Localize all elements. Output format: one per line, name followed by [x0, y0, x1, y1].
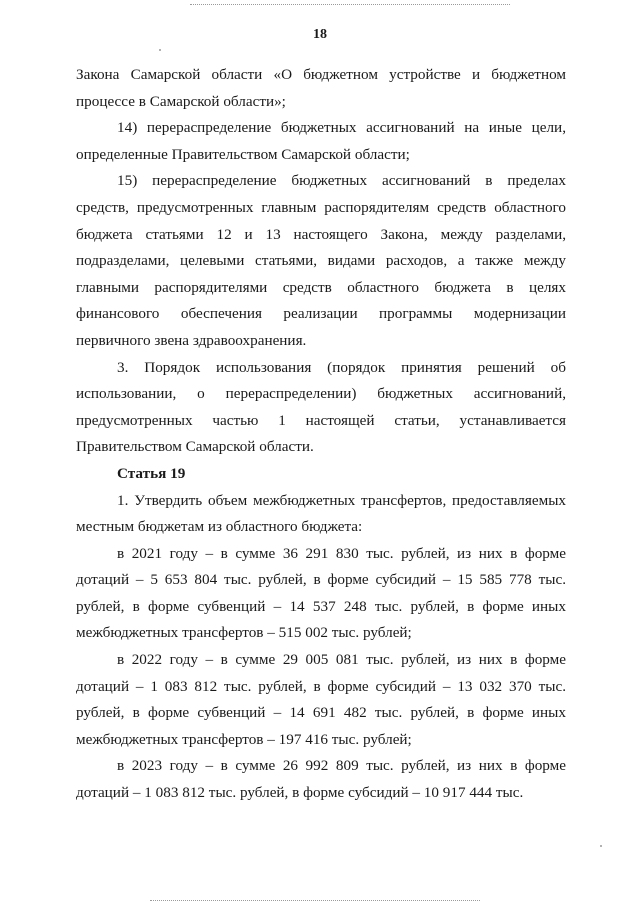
- article-paragraph-2021: в 2021 году – в сумме 36 291 830 тыс. рублей, из них в форме дотаций – 5 653 804 тыс. рублей, в форме субсидий – 15 585 778 тыс. рублей, в форме субвенций – 14 537 248 тыс. рублей, в форме иных межбюджетных трансфертов – 515 002 тыс. рублей;: [76, 544, 566, 642]
- scan-edge-top: [190, 4, 510, 5]
- paragraph-item-14: 14) перераспределение бюджетных ассигнований на иные цели, определенные Правительством Самарской области;: [76, 119, 566, 163]
- scan-speck: [600, 845, 602, 847]
- article-paragraph-2022: в 2022 году – в сумме 29 005 081 тыс. рублей, из них в форме дотаций – 1 083 812 тыс. рублей, в форме субсидий – 13 032 370 тыс. рублей, в форме субвенций – 14 691 482 тыс. рублей, в форме иных межбюджетных трансфертов – 197 416 тыс. рублей;: [76, 651, 566, 748]
- page-number: 18: [313, 27, 327, 42]
- article-paragraph-1: 1. Утвердить объем межбюджетных трансфертов, предоставляемых местным бюджетам из областного бюджета:: [76, 491, 566, 536]
- article-heading: Статья 19: [117, 464, 186, 482]
- scan-edge-bottom: [150, 900, 480, 901]
- paragraph-part-3: 3. Порядок использования (порядок принятия решений об использовании, о перераспределении) бюджетных ассигнований, предусмотренных частью 1 настоящей статьи, устанавливается Правительством Самарской области.: [76, 358, 566, 456]
- scan-speck: [159, 49, 161, 51]
- article-paragraph-2023: в 2023 году – в сумме 26 992 809 тыс. рублей, из них в форме дотаций – 1 083 812 тыс. рублей, в форме субсидий – 10 917 444 тыс.: [76, 757, 566, 802]
- paragraph-item-15: 15) перераспределение бюджетных ассигнований в пределах средств, предусмотренных главным распорядителям средств областного бюджета статьями 12 и 13 настоящего Закона, между разделами, подразделами, целевыми статьями, видами расходов, а также между главными распорядителями средств областного бюджета в целях финансового обеспечения реализации программы модернизации первичного звена здравоохранения.: [76, 172, 566, 349]
- paragraph-continuation: Закона Самарской области «О бюджетном устройстве и бюджетном процессе в Самарской области»;: [76, 66, 566, 110]
- document-body: [76, 62, 566, 807]
